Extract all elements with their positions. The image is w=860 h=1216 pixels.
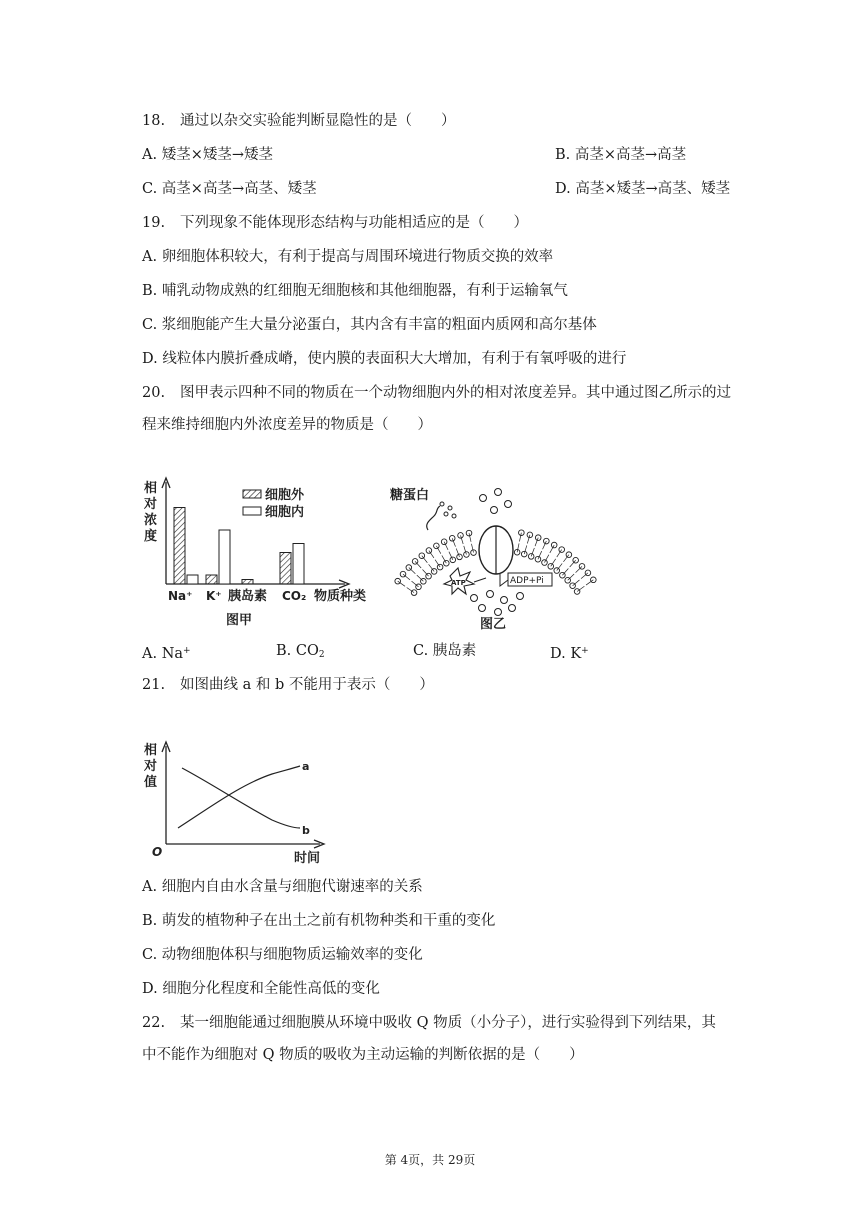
option-row bbox=[142, 145, 687, 165]
lipid-head bbox=[566, 552, 572, 558]
lipid-head bbox=[591, 577, 597, 583]
bar-intracellular bbox=[219, 530, 230, 584]
option-c: C. 浆细胞能产生大量分泌蛋白，其内含有丰富的粗面内质网和高尔基体 bbox=[142, 317, 597, 333]
lipid-head bbox=[450, 557, 456, 563]
glycoprotein-chain bbox=[427, 506, 440, 530]
question-stem: 下列现象不能体现形态结构与功能相适应的是（ ） bbox=[180, 215, 528, 231]
lipid-head bbox=[528, 554, 534, 560]
option-a bbox=[142, 646, 191, 662]
lipid-head bbox=[514, 549, 520, 555]
legend-label-out: 细胞外 bbox=[265, 488, 305, 503]
figure-caption: 图甲 bbox=[226, 613, 253, 628]
question-stem: 通过以杂交实验能判断显隐性的是（ ） bbox=[180, 113, 456, 129]
question-stem: 图甲表示四种不同的物质在一个动物细胞内外的相对浓度差异。其中通过图乙所示的过 bbox=[180, 385, 731, 401]
lipid-tail bbox=[576, 566, 582, 572]
lipid-head bbox=[434, 543, 440, 549]
adp-label: ADP+Pi bbox=[510, 576, 544, 586]
option-row bbox=[142, 179, 731, 199]
ylabel-char: 对 bbox=[144, 759, 158, 774]
category-label: K⁺ bbox=[206, 589, 222, 603]
option-a: A. 矮茎×矮茎→矮茎 bbox=[142, 147, 273, 163]
ylabel-char: 度 bbox=[144, 529, 158, 544]
question-stem-cont: 程来维持细胞内外浓度差异的物质是（ ） bbox=[142, 417, 432, 433]
question-18 bbox=[142, 111, 456, 131]
page-footer: 第 4页，共 29页 bbox=[384, 1153, 476, 1167]
atp-label: ATP bbox=[451, 579, 466, 587]
option-d: D. 细胞分化程度和全能性高低的变化 bbox=[142, 981, 380, 997]
lipid-head bbox=[521, 551, 527, 557]
category-label: Na⁺ bbox=[168, 589, 193, 603]
figure-yi bbox=[386, 480, 604, 634]
option-b-sub: 2 bbox=[318, 650, 325, 660]
option-d bbox=[550, 641, 589, 664]
option-c: C. 高茎×高茎→高茎、矮茎 bbox=[142, 181, 317, 197]
option-a-text: A. Na bbox=[142, 646, 184, 662]
option-c: C. 动物细胞体积与细胞物质运输效率的变化 bbox=[142, 947, 423, 963]
bar-intracellular bbox=[187, 575, 198, 584]
option-a: A. 卵细胞体积较大，有利于提高与周围环境进行物质交换的效率 bbox=[142, 249, 554, 265]
option-b: B. 哺乳动物成熟的红细胞无细胞核和其他细胞器，有利于运输氧气 bbox=[142, 283, 568, 299]
option-d-sup: + bbox=[581, 646, 589, 656]
option-d: D. 高茎×矮茎→高茎、矮茎 bbox=[555, 181, 731, 197]
ylabel-char: 相 bbox=[144, 481, 158, 496]
option-d: D. 线粒体内膜折叠成嵴，使内膜的表面积大大增加，有利于有氧呼吸的进行 bbox=[142, 351, 627, 367]
figure-jia bbox=[140, 476, 385, 634]
extracellular-molecules bbox=[480, 489, 512, 514]
bar-extracellular bbox=[280, 553, 291, 585]
lipid-head bbox=[559, 547, 565, 553]
option-b-text: B. CO bbox=[276, 643, 319, 659]
bar-extracellular bbox=[174, 508, 185, 585]
curve-a-label: a bbox=[302, 760, 310, 773]
option-a-sup: + bbox=[183, 646, 191, 656]
figure-caption: 图乙 bbox=[480, 617, 507, 632]
energy-arrow bbox=[474, 578, 486, 582]
question-20 bbox=[142, 383, 731, 403]
adp-arrow bbox=[500, 574, 508, 586]
ylabel-char: 值 bbox=[144, 775, 158, 790]
option-c: C. 胰岛素 bbox=[413, 643, 477, 659]
question-number: 21. bbox=[142, 677, 166, 693]
option-row bbox=[142, 641, 742, 664]
legend-swatch-in bbox=[243, 507, 261, 515]
category-label: CO₂ bbox=[282, 589, 307, 603]
xlabel: 时间 bbox=[294, 851, 321, 866]
question-22 bbox=[142, 1013, 716, 1033]
figure-21 bbox=[142, 740, 332, 866]
question-number: 19. bbox=[142, 215, 166, 231]
option-b: B. 高茎×高茎→高茎 bbox=[555, 147, 687, 163]
bar-intracellular bbox=[293, 544, 304, 585]
lipid-head bbox=[554, 568, 560, 574]
ylabel-char: 浓 bbox=[144, 513, 158, 528]
option-d-text: D. K bbox=[550, 646, 582, 662]
option-b: B. 萌发的植物种子在出土之前有机物种类和干重的变化 bbox=[142, 913, 496, 929]
origin-label: O bbox=[152, 845, 163, 859]
option-a: A. 细胞内自由水含量与细胞代谢速率的关系 bbox=[142, 879, 423, 895]
legend-swatch-out bbox=[243, 490, 261, 498]
option-b bbox=[276, 641, 325, 665]
category-label: 胰岛素 bbox=[228, 589, 268, 604]
question-stem: 某一细胞能通过细胞膜从环境中吸收 Q 物质（小分子），进行实验得到下列结果，其 bbox=[180, 1015, 716, 1031]
ylabel-char: 相 bbox=[144, 743, 158, 758]
intracellular-molecules bbox=[471, 591, 524, 616]
legend-label-in: 细胞内 bbox=[265, 505, 305, 520]
lipid-head bbox=[464, 552, 470, 558]
lipid-head bbox=[458, 533, 464, 539]
question-19 bbox=[142, 213, 528, 233]
question-number: 18. bbox=[142, 113, 166, 129]
xlabel: 物质种类 bbox=[314, 589, 367, 604]
question-number: 20. bbox=[142, 385, 166, 401]
lipid-head bbox=[519, 530, 525, 536]
question-stem: 如图曲线 a 和 b 不能用于表示（ ） bbox=[180, 677, 434, 693]
question-stem-cont: 中不能作为细胞对 Q 物质的吸收为主动运输的判断依据的是（ ） bbox=[142, 1047, 584, 1063]
bar-extracellular bbox=[242, 580, 253, 585]
lipid-head bbox=[535, 535, 541, 541]
ylabel-char: 对 bbox=[144, 497, 158, 512]
curve-b-label: b bbox=[302, 824, 310, 837]
question-number: 22. bbox=[142, 1015, 166, 1031]
lipid-tail bbox=[568, 574, 574, 580]
curve-b bbox=[182, 768, 300, 828]
question-21 bbox=[142, 675, 434, 695]
glycoprotein-label: 糖蛋白 bbox=[390, 488, 430, 503]
bar-extracellular bbox=[206, 575, 217, 584]
lipid-head bbox=[441, 539, 447, 545]
lipid-head bbox=[466, 530, 472, 536]
